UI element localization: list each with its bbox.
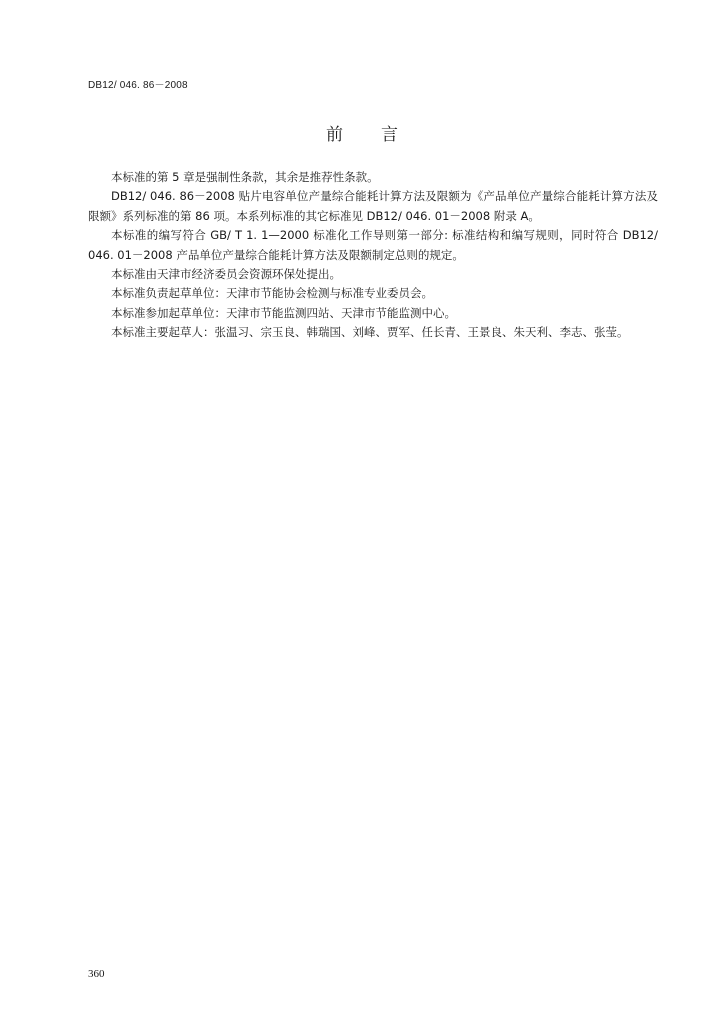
paragraph-series-description: DB12/ 046. 86－2008 贴片电容单位产量综合能耗计算方法及限额为《产品单位产量综合能耗计算方法及限额》系列标准的第 86 项。本系列标准的其它标准见 DB12/ 046. 01－2008 附录 A。 (88, 189, 658, 223)
title-char-2: 言 (381, 125, 398, 145)
paragraph-proposer: 本标准由天津市经济委员会资源环保处提出。 (111, 267, 341, 282)
paragraph-participating-drafters: 本标准参加起草单位：天津市节能监测四站、天津市节能监测中心。 (111, 305, 456, 320)
paragraph-compliance: 本标准的编写符合 GB/ T 1. 1—2000 标准化工作导则第一部分: 标准结构和编写规则，同时符合 DB12/ 046. 01－2008 产品单位产量综合能耗计算方法及限额制定总则的规定。 (88, 228, 658, 262)
paragraph-mandatory-clause: 本标准的第 5 章是强制性条款，其余是推荐性条款。 (111, 170, 379, 184)
page-number: 360 (88, 968, 105, 980)
foreword-body (88, 168, 658, 343)
title-char-1: 前 (326, 125, 343, 145)
paragraph-main-drafters: 本标准主要起草人：张温习、宗玉良、韩瑞国、刘峰、贾军、任长青、王景良、朱天利、李志、张莹。 (111, 325, 629, 340)
page-title (0, 120, 724, 145)
paragraph-lead-drafter: 本标准负责起草单位：天津市节能协会检测与标准专业委员会。 (111, 286, 433, 301)
document-code: DB12/ 046. 86－2008 (88, 80, 188, 91)
